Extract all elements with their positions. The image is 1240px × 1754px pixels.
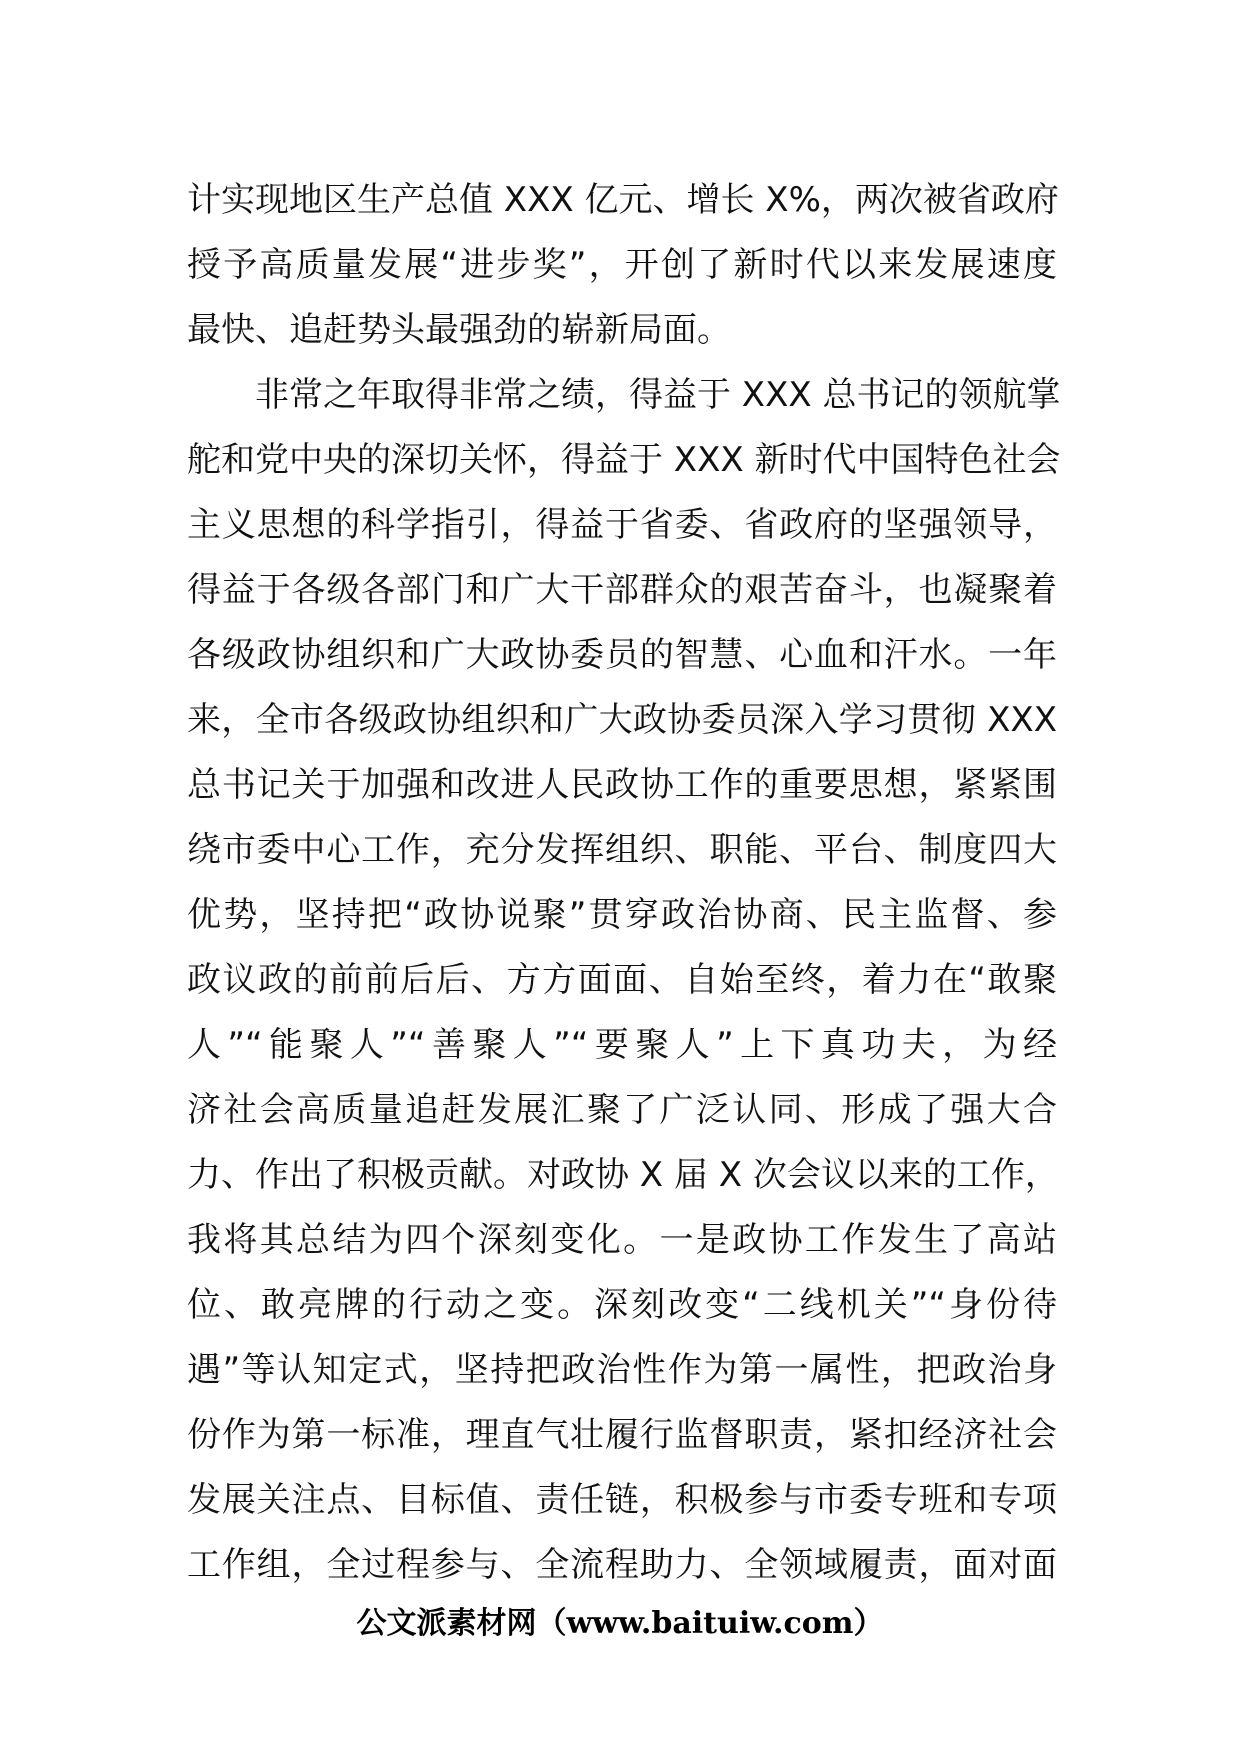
text-line: 得益于各级各部门和广大干部群众的艰苦奋斗，也凝聚着	[187, 570, 1057, 610]
text-line: 非常之年取得非常之绩，得益于 XXX 总书记的领航掌	[187, 375, 1061, 415]
text-line: 人”“能聚人”“善聚人”“要聚人”上下真功夫，为经	[187, 1025, 1057, 1065]
text-line: 力、作出了积极贡献。对政协 X 届 X 次会议以来的工作，	[187, 1155, 1059, 1195]
text-line: 舵和党中央的深切关怀，得益于 XXX 新时代中国特色社会	[187, 440, 1061, 480]
text-line: 我将其总结为四个深刻变化。一是政协工作发生了高站	[187, 1220, 1057, 1260]
footer-watermark: 公文派素材网（www.baituiw.com）	[356, 1606, 884, 1641]
text-line: 最快、追赶势头最强劲的崭新局面。	[187, 310, 731, 350]
text-line: 工作组，全过程参与、全流程助力、全领域履责，面对面	[187, 1545, 1057, 1585]
text-line: 政议政的前前后后、方方面面、自始至终，着力在“敢聚	[187, 960, 1057, 1000]
text-line: 主义思想的科学指引，得益于省委、省政府的坚强领导，	[187, 505, 1057, 545]
text-line: 位、敢亮牌的行动之变。深刻改变“二线机关”“身份待	[187, 1285, 1057, 1325]
text-line: 绕市委中心工作，充分发挥组织、职能、平台、制度四大	[187, 830, 1057, 870]
text-line: 各级政协组织和广大政协委员的智慧、心血和汗水。一年	[187, 635, 1057, 675]
text-line: 遇”等认知定式，坚持把政治性作为第一属性，把政治身	[187, 1350, 1057, 1390]
text-line: 授予高质量发展“进步奖”，开创了新时代以来发展速度	[187, 245, 1057, 285]
text-line: 发展关注点、目标值、责任链，积极参与市委专班和专项	[187, 1480, 1057, 1520]
text-line: 来，全市各级政协组织和广大政协委员深入学习贯彻 XXX	[187, 700, 1057, 740]
text-line: 计实现地区生产总值 XXX 亿元、增长 X%，两次被省政府	[187, 180, 1059, 220]
text-line: 优势，坚持把“政协说聚”贯穿政治协商、民主监督、参	[187, 895, 1057, 935]
text-line: 总书记关于加强和改进人民政协工作的重要思想，紧紧围	[187, 765, 1057, 805]
text-line: 济社会高质量追赶发展汇聚了广泛认同、形成了强大合	[187, 1090, 1057, 1130]
text-line: 份作为第一标准，理直气壮履行监督职责，紧扣经济社会	[187, 1415, 1057, 1455]
body-text	[187, 168, 1061, 1598]
